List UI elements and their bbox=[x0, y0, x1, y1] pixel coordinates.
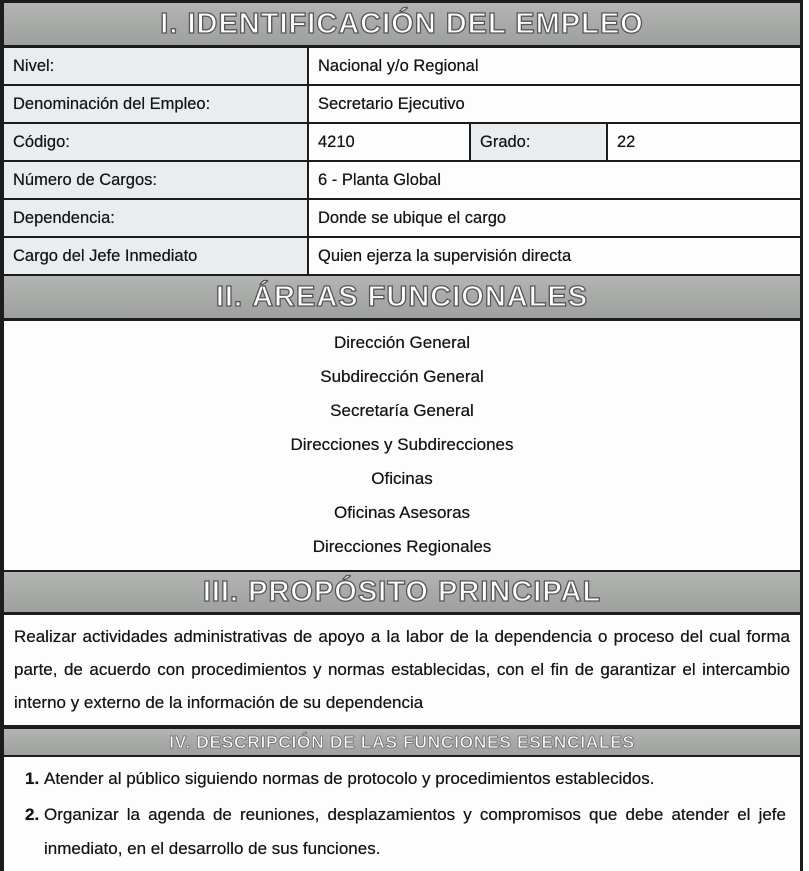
row-label-nivel: Nivel: bbox=[4, 48, 309, 84]
functional-area-item: Direcciones Regionales bbox=[312, 537, 492, 556]
table-row-nivel bbox=[4, 48, 800, 86]
section3-header-band bbox=[4, 570, 800, 615]
functional-areas-list bbox=[4, 321, 800, 570]
essential-functions-list bbox=[4, 757, 800, 866]
row-label-jefe-inmediato: Cargo del Jefe Inmediato bbox=[4, 238, 309, 274]
table-row-dependencia bbox=[4, 200, 800, 238]
functional-area-item: Subdirección General bbox=[320, 367, 484, 386]
table-row-codigo-grado bbox=[4, 124, 800, 162]
functional-area-item: Dirección General bbox=[333, 333, 471, 352]
functional-area-item: Oficinas bbox=[371, 469, 433, 488]
section2-header-band bbox=[4, 276, 800, 321]
row-value-grado: 22 bbox=[608, 124, 800, 160]
function-item-1 bbox=[4, 762, 800, 796]
section1-header-band bbox=[4, 3, 800, 48]
functional-area-item: Direcciones y Subdirecciones bbox=[290, 435, 514, 454]
identification-table bbox=[4, 48, 800, 276]
section4-title: IV. DESCRIPCIÓN DE LAS FUNCIONES ESENCIALES bbox=[169, 731, 635, 752]
row-label-numero-cargos: Número de Cargos: bbox=[4, 162, 309, 198]
function-item-text: Atender al público siguiendo normas de protocolo y procedimientos establecidos. bbox=[44, 769, 655, 788]
row-value-nivel: Nacional y/o Regional bbox=[309, 48, 800, 84]
function-item-number: 1. bbox=[25, 769, 40, 788]
table-row-jefe-inmediato bbox=[4, 238, 800, 276]
row-label-denominacion: Denominación del Empleo: bbox=[4, 86, 309, 122]
row-value-numero-cargos: 6 - Planta Global bbox=[309, 162, 800, 198]
row-label-grado: Grado: bbox=[471, 124, 608, 160]
row-value-codigo: 4210 bbox=[309, 124, 471, 160]
table-row-numero-cargos bbox=[4, 162, 800, 200]
row-value-denominacion: Secretario Ejecutivo bbox=[309, 86, 800, 122]
main-purpose-paragraph: Realizar actividades administrativas de apoyo a la labor de la dependencia o proceso del cual forma parte, de acuerdo con procedimientos y normas establecidas, con el fin de garantizar el intercambio interno y externo de la información de su dependencia bbox=[4, 615, 800, 727]
table-row-denominacion bbox=[4, 86, 800, 124]
functional-area-item: Secretaría General bbox=[330, 401, 474, 420]
row-label-codigo: Código: bbox=[4, 124, 309, 160]
row-value-jefe-inmediato: Quien ejerza la supervisión directa bbox=[309, 238, 800, 274]
function-item-text: Organizar la agenda de reuniones, desplazamientos y compromisos que debe atender el jefe inmediato, en el desarrollo de sus funciones. bbox=[44, 805, 786, 858]
section2-title: II. ÁREAS FUNCIONALES bbox=[215, 280, 589, 313]
functional-area-item: Oficinas Asesoras bbox=[333, 503, 471, 522]
function-item-2 bbox=[4, 798, 800, 866]
section3-title: III. PROPÓSITO PRINCIPAL bbox=[202, 575, 602, 608]
section4-header-band bbox=[4, 727, 800, 757]
row-value-dependencia: Donde se ubique el cargo bbox=[309, 200, 800, 236]
row-label-dependencia: Dependencia: bbox=[4, 200, 309, 236]
section1-title: I. IDENTIFICACIÓN DEL EMPLEO bbox=[160, 7, 644, 40]
function-item-number: 2. bbox=[25, 805, 40, 824]
